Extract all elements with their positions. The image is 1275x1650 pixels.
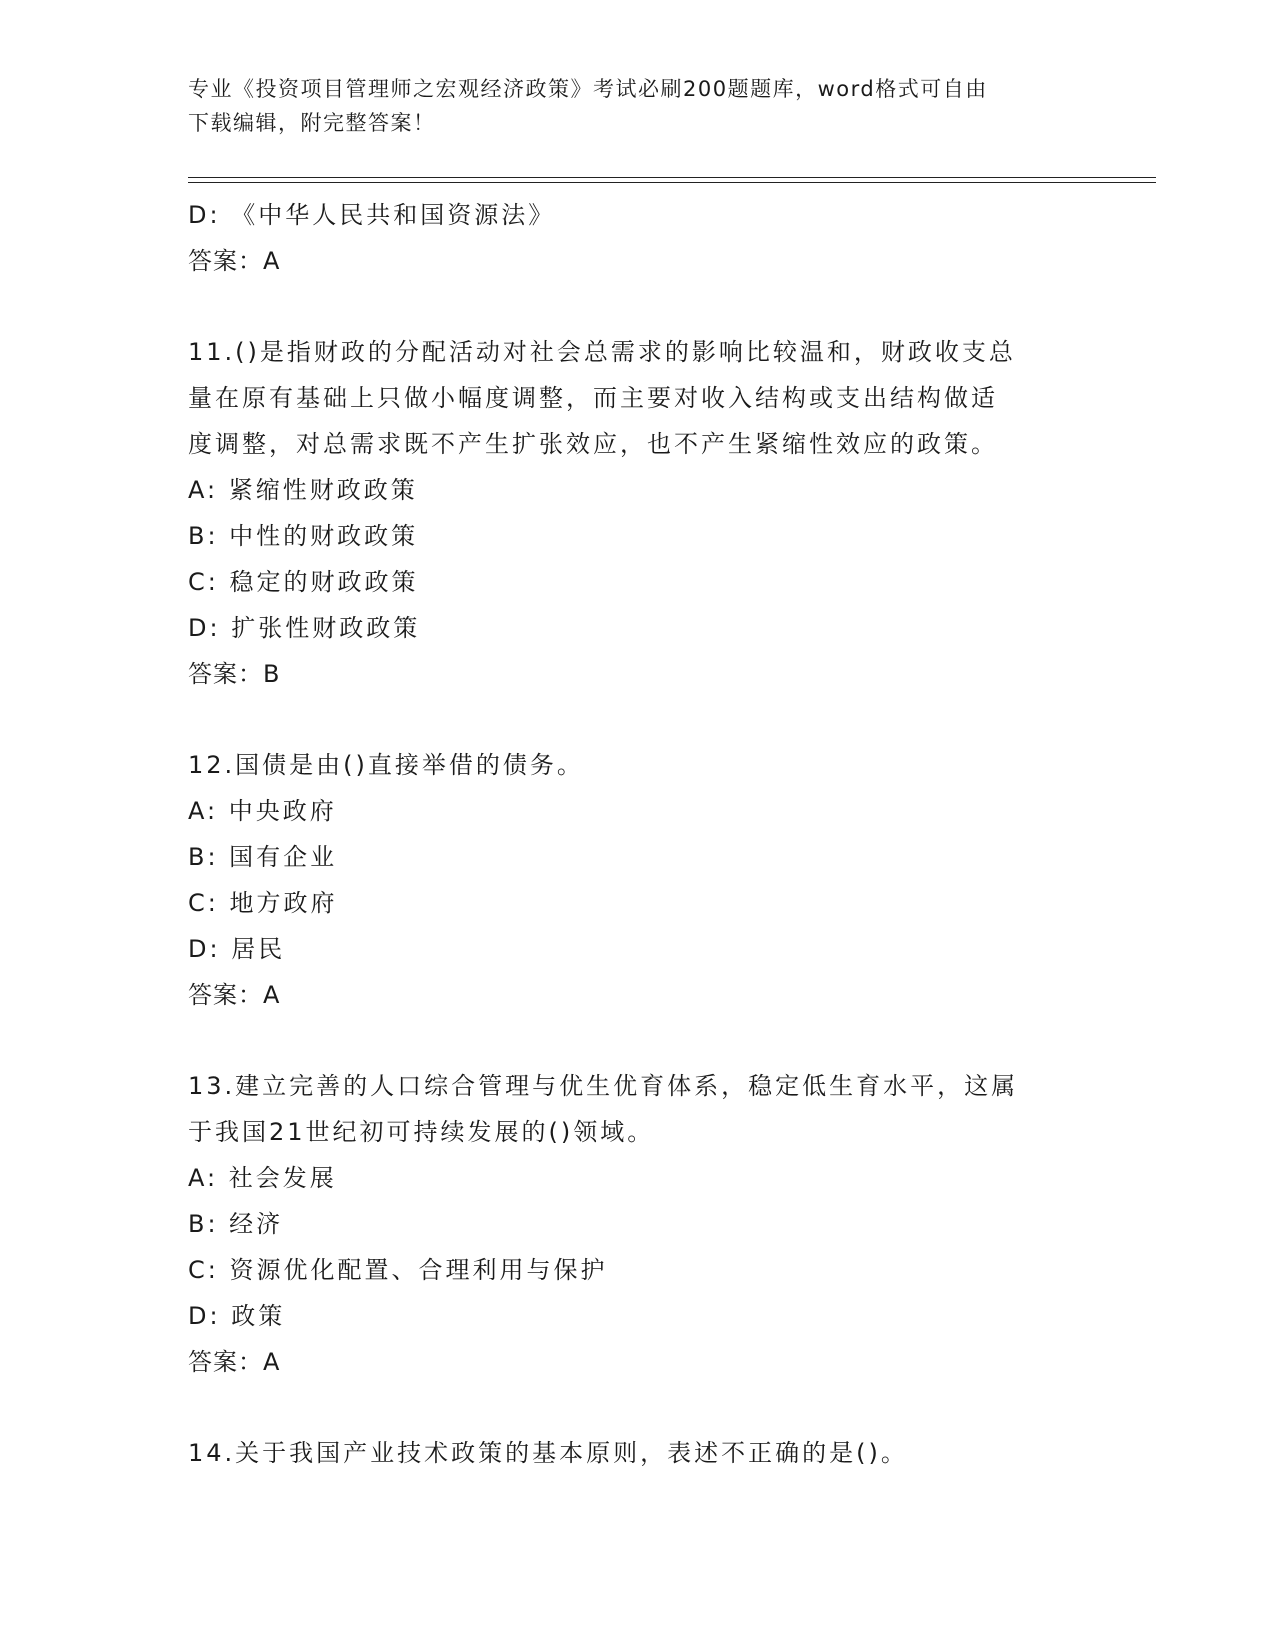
question-list [188, 192, 1088, 1476]
question-text-line: 度调整，对总需求既不产生扩张效应，也不产生紧缩性效应的政策。 [188, 430, 998, 458]
header-divider-top [188, 177, 1156, 178]
answer-label: 答案：A [188, 981, 281, 1009]
question-text-line: 14.关于我国产业技术政策的基本原则，表述不正确的是()。 [188, 1439, 908, 1467]
question-text-line: 于我国21世纪初可持续发展的()领域。 [188, 1118, 655, 1146]
option-b: B: 中性的财政政策 [188, 522, 419, 550]
option-d: D: 《中华人民共和国资源法》 [188, 201, 556, 229]
question-11 [188, 329, 1088, 697]
header-divider-bottom [188, 182, 1156, 183]
option-c: C: 资源优化配置、合理利用与保护 [188, 1256, 608, 1284]
option-d: D: 政策 [188, 1302, 286, 1330]
option-b: B: 经济 [188, 1210, 284, 1238]
question-text-line: 13.建立完善的人口综合管理与优生优育体系，稳定低生育水平，这属 [188, 1072, 1019, 1100]
option-c: C: 地方政府 [188, 889, 338, 917]
option-c: C: 稳定的财政政策 [188, 568, 419, 596]
question-text-line: 12.国债是由()直接举借的债务。 [188, 751, 584, 779]
header-line-2: 下载编辑，附完整答案！ [188, 111, 436, 135]
question-text-line: 11.()是指财政的分配活动对社会总需求的影响比较温和，财政收支总 [188, 338, 1016, 366]
question-12 [188, 742, 1088, 1018]
question-14 [188, 1430, 1088, 1476]
option-d: D: 扩张性财政政策 [188, 614, 421, 642]
document-header [188, 72, 1088, 140]
previous-question-tail [188, 192, 1088, 284]
question-text-line: 量在原有基础上只做小幅度调整，而主要对收入结构或支出结构做适 [188, 384, 998, 412]
header-line-1: 专业《投资项目管理师之宏观经济政策》考试必刷200题题库，word格式可自由 [188, 77, 988, 101]
answer-label: 答案：A [188, 1348, 281, 1376]
answer-label: 答案：A [188, 247, 281, 275]
option-b: B: 国有企业 [188, 843, 338, 871]
question-13 [188, 1063, 1088, 1385]
answer-label: 答案：B [188, 660, 281, 688]
option-a: A: 社会发展 [188, 1164, 337, 1192]
option-a: A: 中央政府 [188, 797, 337, 825]
option-a: A: 紧缩性财政政策 [188, 476, 418, 504]
option-d: D: 居民 [188, 935, 286, 963]
